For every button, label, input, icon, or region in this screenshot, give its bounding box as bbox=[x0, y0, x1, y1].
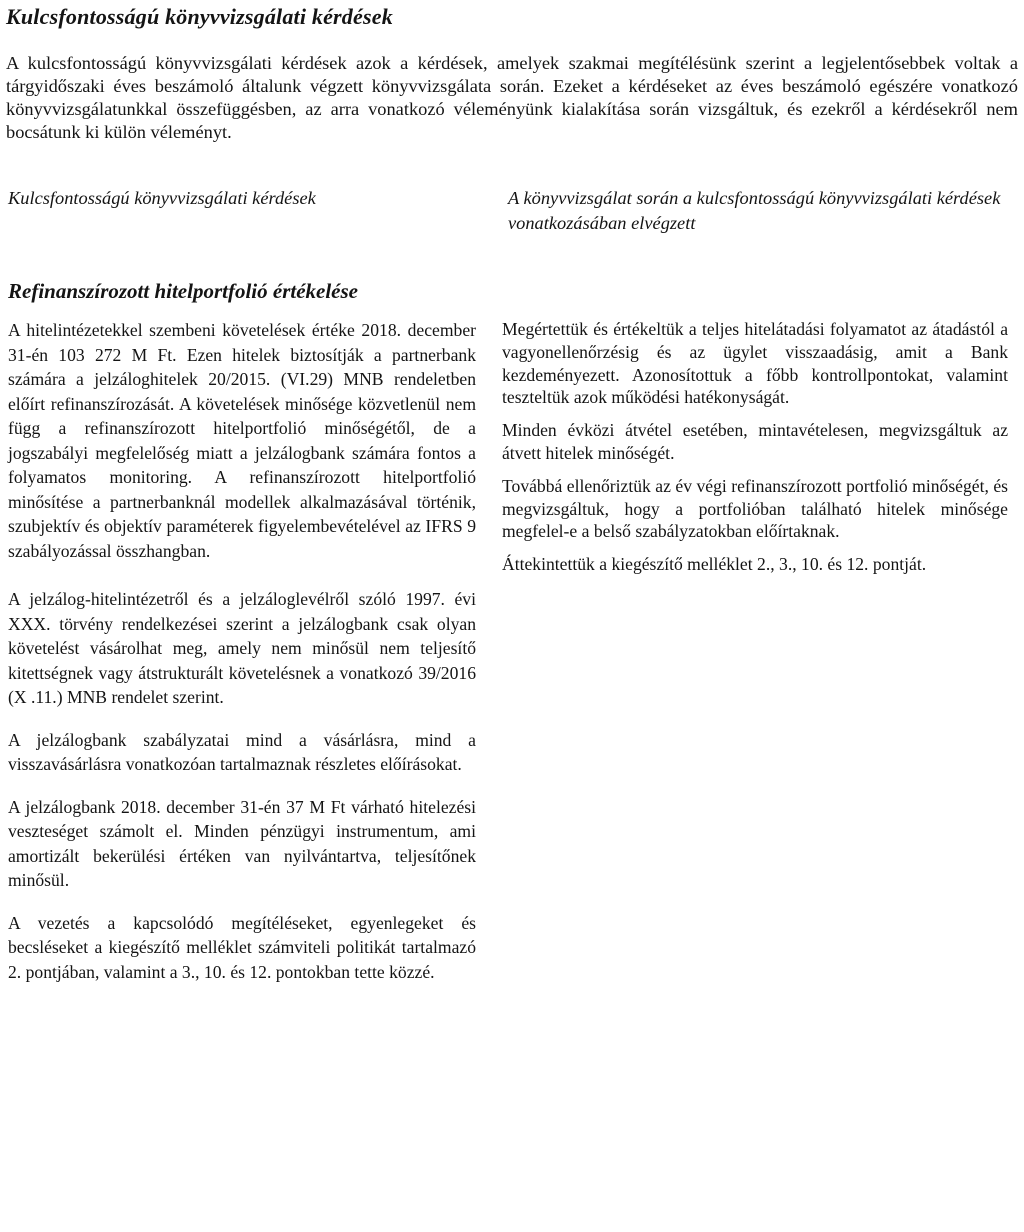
description-paragraph: A jelzálog-hitelintézetről és a jelzáloglevélről szóló 1997. évi XXX. törvény rendelkezései szerint a jelzálogbank csak olyan követelést vásárolhat meg, amely nem minősül nem teljesítő kitettségnek vagy átstrukturált követelésnek a vonatkozó 39/2016 (X .11.) MNB rendelet szerint. bbox=[8, 589, 476, 707]
audit-procedures bbox=[502, 318, 1008, 586]
procedure-paragraph: Áttekintettük a kiegészítő melléklet 2., 3., 10. és 12. pontját. bbox=[502, 554, 927, 575]
description-paragraph: A jelzálogbank szabályzatai mind a vásárlásra, mind a visszavásárlásra vonatkozóan tartalmaznak részletes előírásokat. bbox=[8, 729, 476, 774]
procedure-paragraph: Továbbá ellenőriztük az év végi refinanszírozott portfolió minőségét, és megvizsgáltuk, hogy a portfolióban található hitelek minősége megfelel-e a belső szabályzatokban előírtaknak. bbox=[502, 475, 1008, 542]
description-paragraph: A hitelintézetekkel szembeni követelések értéke 2018. december 31-én 103 272 M Ft. Ezen hitelek biztosítják a partnerbank számára a jelzáloghitelek 20/2015. (VI.29) MNB rendeletben előírt refinanszírozását. A követelések minősége közvetlenül nem függ a refinanszírozott hitelportfolió minőségétől, de a jogszabályi megfelelőség miatt a jelzálogbank számára fontos a folyamatos monitoring. A refinanszírozott hitelportfolió minősítése a partnerbanknál modellek alkalmazásával történik, szubjektív és objektív paraméterek figyelembevételével az IFRS 9 szabályozással összhangban. bbox=[8, 320, 476, 561]
intro-paragraph: A kulcsfontosságú könyvvizsgálati kérdések azok a kérdések, amelyek szakmai megítélésünk szerint a legjelentősebbek voltak a tárgyidőszaki éves beszámoló általunk végzett könyvvizsgálata során. Ezeket a kérdéseket az éves beszámoló egészére vonatkozó könyvvizsgálatunkkal összefüggésben, az arra vonatkozó véleményünk kialakítása során vizsgáltuk, és ezekről a kérdésekről nem bocsátunk ki külön véleményt. bbox=[6, 53, 1018, 142]
key-audit-matter-title: Refinanszírozott hitelportfolió értékelése bbox=[8, 279, 358, 303]
section-title: Kulcsfontosságú könyvvizsgálati kérdések bbox=[6, 4, 393, 29]
column-header-right: A könyvvizsgálat során a kulcsfontosságú könyvvizsgálati kérdések vonatkozásában elvégzett bbox=[508, 188, 1001, 233]
description-paragraph: A jelzálogbank 2018. december 31-én 37 M Ft várható hitelezési veszteséget számolt el. Minden pénzügyi instrumentum, ami amortizált bekerülési értéken van nyilvántartva, teljesítőnek minősül. bbox=[8, 796, 476, 890]
key-audit-matter-description bbox=[8, 318, 476, 997]
description-paragraph: A vezetés a kapcsolódó megítéléseket, egyenlegeket és becsléseket a kiegészítő melléklet számviteli politikát tartalmazó 2. pontjában, valamint a 3., 10. és 12. pontokban tette közzé. bbox=[8, 912, 476, 982]
procedure-paragraph: Megértettük és értékeltük a teljes hitelátadási folyamatot az átadástól a vagyonellenőrzésig és az ügylet visszaadásig, amit a Bank kezdeményezett. Azonosítottuk a főbb kontrollpontokat, valamint teszteltük azok működési hatékonyságát. bbox=[502, 319, 1008, 408]
procedure-paragraph: Minden évközi átvétel esetében, mintavételesen, megvizsgáltuk az átvett hitelek minőségét. bbox=[502, 420, 1008, 463]
column-header-left: Kulcsfontosságú könyvvizsgálati kérdések bbox=[8, 188, 316, 208]
